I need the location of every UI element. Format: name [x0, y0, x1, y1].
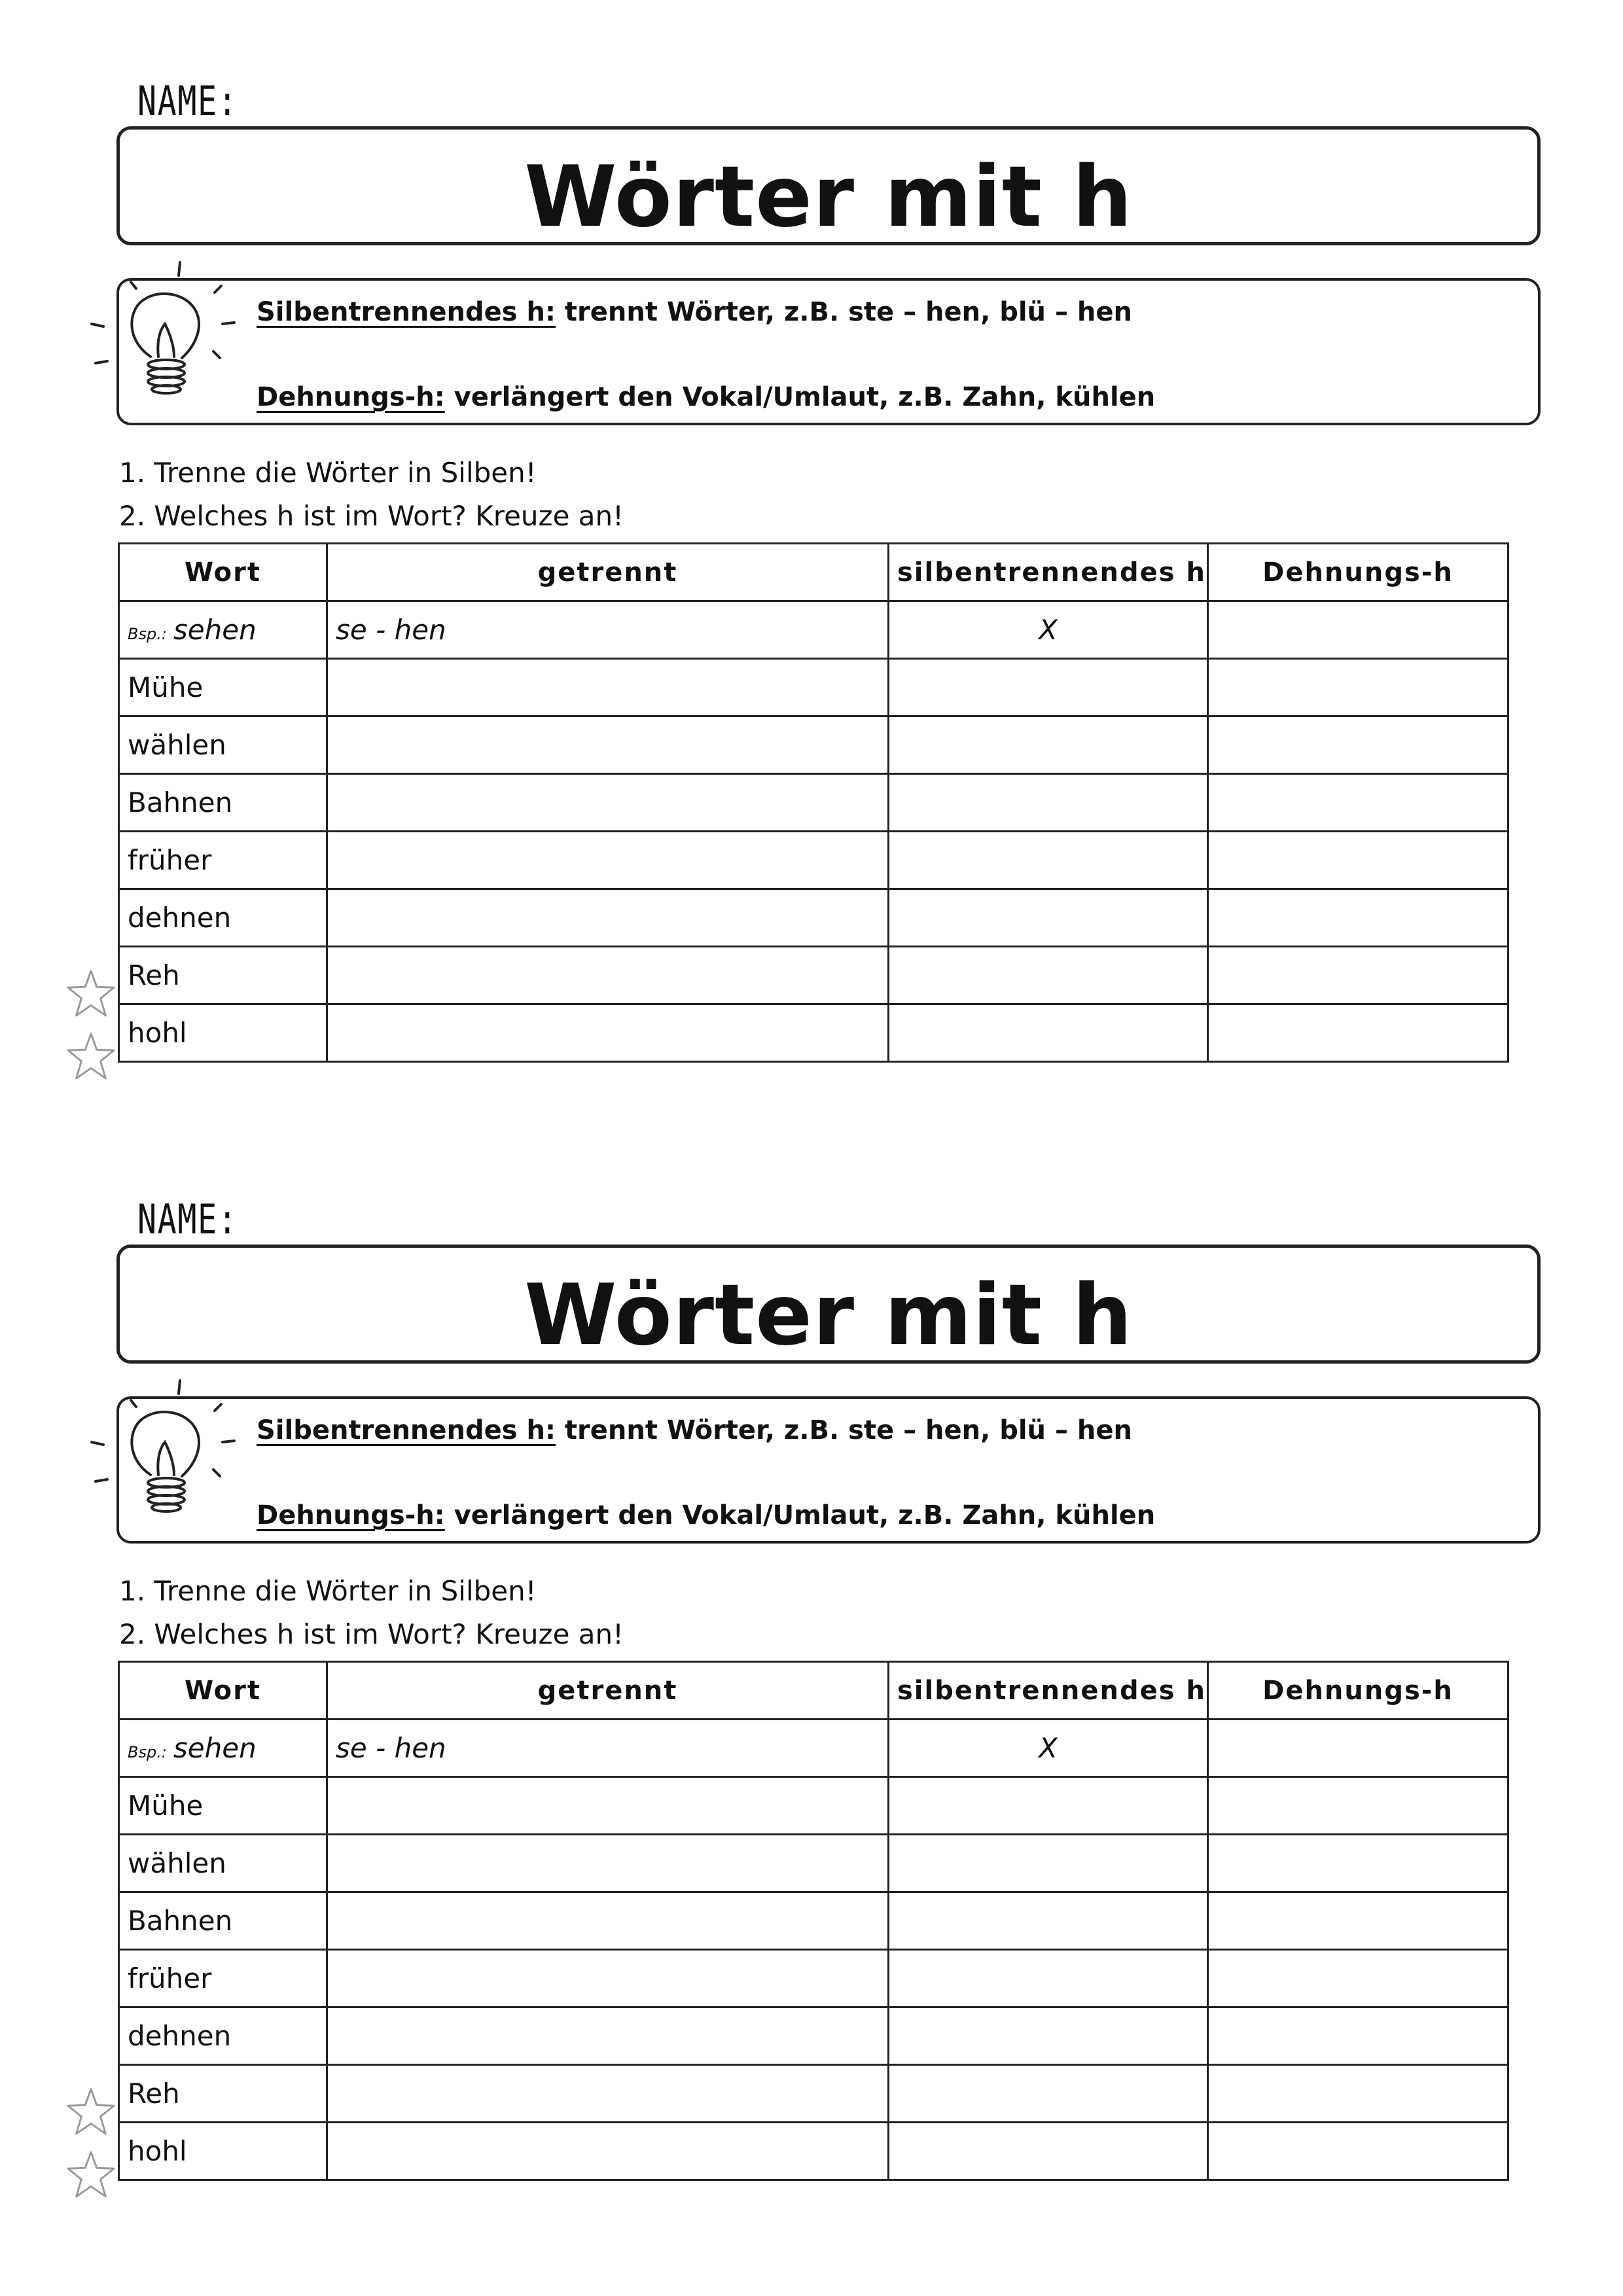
dehnung-checkbox-cell[interactable]: [1208, 947, 1508, 1004]
title-box: [116, 1245, 1541, 1364]
star-icon: [65, 2087, 116, 2136]
split-answer-cell[interactable]: [327, 1950, 889, 2007]
split-answer-cell[interactable]: [327, 947, 889, 1004]
silbentrennend-checkbox-cell[interactable]: [889, 774, 1208, 832]
table-row: [119, 947, 1508, 1004]
worksheet-2: [0, 1118, 1623, 2231]
dehnung-checkbox-cell[interactable]: [1208, 774, 1508, 832]
table-row: [119, 1777, 1508, 1835]
header-dehnungs-h: Dehnungs-h: [1208, 1662, 1508, 1720]
dehnung-checkbox-cell[interactable]: [1208, 1892, 1508, 1950]
silbentrennend-checkbox-cell[interactable]: [889, 1004, 1208, 1062]
split-answer-cell[interactable]: [327, 774, 889, 832]
word-cell: früher: [119, 1950, 327, 2007]
table-row: [119, 716, 1508, 774]
split-answer-cell[interactable]: [327, 889, 889, 947]
dehnung-checkbox-cell[interactable]: [1208, 1004, 1508, 1062]
header-getrennt: getrennt: [327, 1662, 889, 1720]
star-icon: [65, 968, 116, 1018]
info-text: verlängert den Vokal/Umlaut, z.B. Zahn, kühlen: [444, 1500, 1156, 1530]
title-box: [116, 126, 1541, 245]
info-term: Silbentrennendes h:: [257, 1415, 556, 1445]
split-answer-cell[interactable]: [327, 1892, 889, 1950]
split-answer-cell[interactable]: [327, 2123, 889, 2180]
info-box: [116, 1396, 1541, 1544]
word-cell: Mühe: [119, 1777, 327, 1835]
dehnung-checkbox-cell[interactable]: [1208, 1777, 1508, 1835]
info-line-silbentrennend: [257, 1415, 1132, 1445]
dehnung-checkbox-cell[interactable]: [1208, 1835, 1508, 1892]
silbentrennend-checkbox-cell[interactable]: [889, 1892, 1208, 1950]
dehnung-checkbox-cell[interactable]: [1208, 659, 1508, 716]
info-text: verlängert den Vokal/Umlaut, z.B. Zahn, kühlen: [444, 382, 1156, 412]
word-cell: Reh: [119, 2065, 327, 2123]
silbentrennend-checkbox-cell[interactable]: [889, 659, 1208, 716]
example-split: se - hen: [327, 601, 889, 659]
split-answer-cell[interactable]: [327, 2007, 889, 2065]
table-row: [119, 832, 1508, 889]
word-cell: dehnen: [119, 2007, 327, 2065]
split-answer-cell[interactable]: [327, 716, 889, 774]
header-silbentrennendes-h: silbentrennendes h: [889, 1662, 1208, 1720]
name-label: NAME:: [137, 1195, 238, 1243]
table-header-row: [119, 544, 1508, 601]
info-line-dehnung: [257, 1500, 1155, 1530]
worksheet-1: [0, 0, 1623, 1112]
word-cell: dehnen: [119, 889, 327, 947]
table-row: [119, 2065, 1508, 2123]
page-title: Wörter mit h: [524, 1267, 1133, 1364]
split-answer-cell[interactable]: [327, 1835, 889, 1892]
word-cell: wählen: [119, 716, 327, 774]
dehnung-checkbox-cell[interactable]: [1208, 889, 1508, 947]
dehnung-checkbox-cell[interactable]: [1208, 832, 1508, 889]
split-answer-cell[interactable]: [327, 1004, 889, 1062]
word-cell: früher: [119, 832, 327, 889]
table-row: [119, 2007, 1508, 2065]
instruction-1: 1. Trenne die Wörter in Silben!: [119, 1575, 537, 1607]
word-cell: wählen: [119, 1835, 327, 1892]
example-word-cell: [119, 1720, 327, 1777]
example-row: [119, 601, 1508, 659]
example-prefix: Bsp.:: [128, 625, 167, 643]
word-cell: Bahnen: [119, 774, 327, 832]
name-label: NAME:: [137, 77, 238, 125]
split-answer-cell[interactable]: [327, 1777, 889, 1835]
example-dehnung-mark: [1208, 1720, 1508, 1777]
instructions: [119, 451, 624, 538]
page-title: Wörter mit h: [524, 149, 1133, 246]
silbentrennend-checkbox-cell[interactable]: [889, 2123, 1208, 2180]
silbentrennend-checkbox-cell[interactable]: [889, 1777, 1208, 1835]
silbentrennend-checkbox-cell[interactable]: [889, 2007, 1208, 2065]
word-cell: hohl: [119, 1004, 327, 1062]
exercise-table: [118, 542, 1509, 1063]
exercise-table: [118, 1661, 1509, 2181]
example-silbentrennend-mark: X: [889, 1720, 1208, 1777]
example-silbentrennend-mark: X: [889, 601, 1208, 659]
silbentrennend-checkbox-cell[interactable]: [889, 1835, 1208, 1892]
table-row: [119, 1892, 1508, 1950]
silbentrennend-checkbox-cell[interactable]: [889, 716, 1208, 774]
split-answer-cell[interactable]: [327, 832, 889, 889]
example-split: se - hen: [327, 1720, 889, 1777]
example-prefix: Bsp.:: [128, 1743, 167, 1761]
dehnung-checkbox-cell[interactable]: [1208, 716, 1508, 774]
example-row: [119, 1720, 1508, 1777]
info-term: Silbentrennendes h:: [257, 297, 556, 327]
silbentrennend-checkbox-cell[interactable]: [889, 947, 1208, 1004]
dehnung-checkbox-cell[interactable]: [1208, 2123, 1508, 2180]
lightbulb-icon: [85, 1377, 236, 1527]
table-row: [119, 1004, 1508, 1062]
word-cell: hohl: [119, 2123, 327, 2180]
header-wort: Wort: [119, 544, 327, 601]
info-term: Dehnungs-h:: [257, 1500, 445, 1530]
split-answer-cell[interactable]: [327, 2065, 889, 2123]
dehnung-checkbox-cell[interactable]: [1208, 1950, 1508, 2007]
info-text: trennt Wörter, z.B. ste – hen, blü – hen: [555, 1415, 1132, 1445]
header-dehnungs-h: Dehnungs-h: [1208, 544, 1508, 601]
word-cell: Mühe: [119, 659, 327, 716]
silbentrennend-checkbox-cell[interactable]: [889, 1950, 1208, 2007]
dehnung-checkbox-cell[interactable]: [1208, 2065, 1508, 2123]
instruction-1: 1. Trenne die Wörter in Silben!: [119, 457, 537, 489]
instructions: [119, 1570, 624, 1656]
silbentrennend-checkbox-cell[interactable]: [889, 889, 1208, 947]
word-cell: Reh: [119, 947, 327, 1004]
info-term: Dehnungs-h:: [257, 382, 445, 412]
info-box: [116, 278, 1541, 425]
info-text: trennt Wörter, z.B. ste – hen, blü – hen: [555, 297, 1132, 327]
header-wort: Wort: [119, 1662, 327, 1720]
example-word: sehen: [173, 1732, 257, 1764]
table-row: [119, 1835, 1508, 1892]
table-row: [119, 2123, 1508, 2180]
dehnung-checkbox-cell[interactable]: [1208, 2007, 1508, 2065]
star-icon: [65, 1031, 116, 1081]
silbentrennend-checkbox-cell[interactable]: [889, 832, 1208, 889]
word-cell: Bahnen: [119, 1892, 327, 1950]
table-row: [119, 659, 1508, 716]
header-getrennt: getrennt: [327, 544, 889, 601]
table-header-row: [119, 1662, 1508, 1720]
example-word: sehen: [173, 614, 257, 646]
lightbulb-icon: [85, 258, 236, 409]
instruction-2: 2. Welches h ist im Wort? Kreuze an!: [119, 1618, 624, 1650]
silbentrennend-checkbox-cell[interactable]: [889, 2065, 1208, 2123]
split-answer-cell[interactable]: [327, 659, 889, 716]
example-word-cell: [119, 601, 327, 659]
info-line-dehnung: [257, 382, 1155, 412]
table-row: [119, 889, 1508, 947]
info-line-silbentrennend: [257, 297, 1132, 327]
example-dehnung-mark: [1208, 601, 1508, 659]
star-icon: [65, 2149, 116, 2199]
table-row: [119, 1950, 1508, 2007]
table-row: [119, 774, 1508, 832]
instruction-2: 2. Welches h ist im Wort? Kreuze an!: [119, 500, 624, 532]
header-silbentrennendes-h: silbentrennendes h: [889, 544, 1208, 601]
